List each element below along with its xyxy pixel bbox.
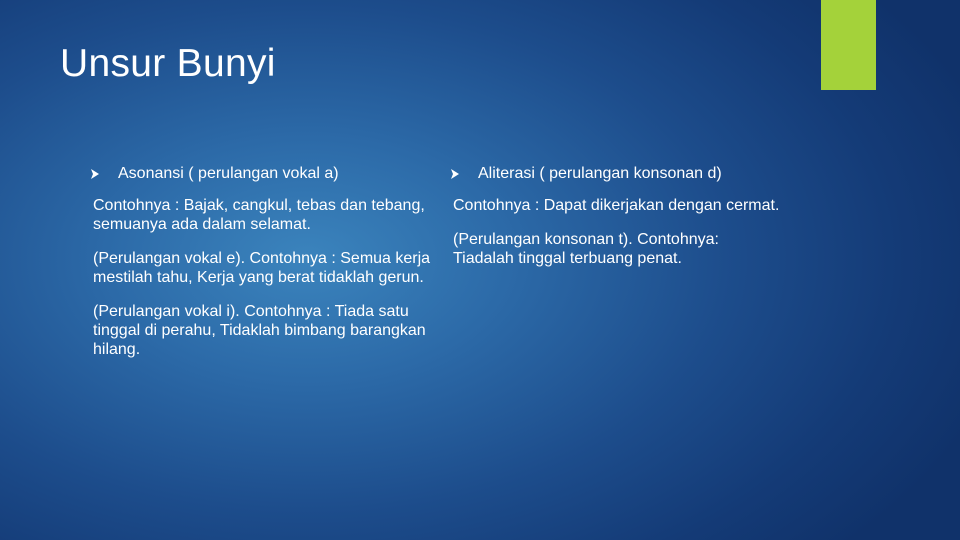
right-column <box>453 164 783 283</box>
diamond-bullet-icon <box>90 169 100 179</box>
paragraph: (Perulangan konsonan t). Contohnya: Tiadalah tinggal terbuang penat. <box>453 231 719 267</box>
bullet-label: Aliterasi ( perulangan konsonan d) <box>478 165 722 182</box>
paragraph: (Perulangan vokal i). Contohnya : Tiada satu tinggal di perahu, Tidaklah bimbang barangkan hilang. <box>93 303 426 358</box>
slide-title: Unsur Bunyi <box>60 42 276 85</box>
paragraph: (Perulangan vokal e). Contohnya : Semua kerja mestilah tahu, Kerja yang berat tidaklah gerun. <box>93 250 431 286</box>
accent-bar <box>821 0 876 90</box>
paragraph: Contohnya : Dapat dikerjakan dengan cermat. <box>453 197 780 214</box>
diamond-bullet-icon <box>450 169 460 179</box>
bullet-item <box>450 164 783 183</box>
bullet-label: Asonansi ( perulangan vokal a) <box>118 165 339 182</box>
paragraph: Contohnya : Bajak, cangkul, tebas dan tebang, semuanya ada dalam selamat. <box>93 197 425 233</box>
bullet-item <box>90 164 433 183</box>
left-column <box>93 164 433 374</box>
